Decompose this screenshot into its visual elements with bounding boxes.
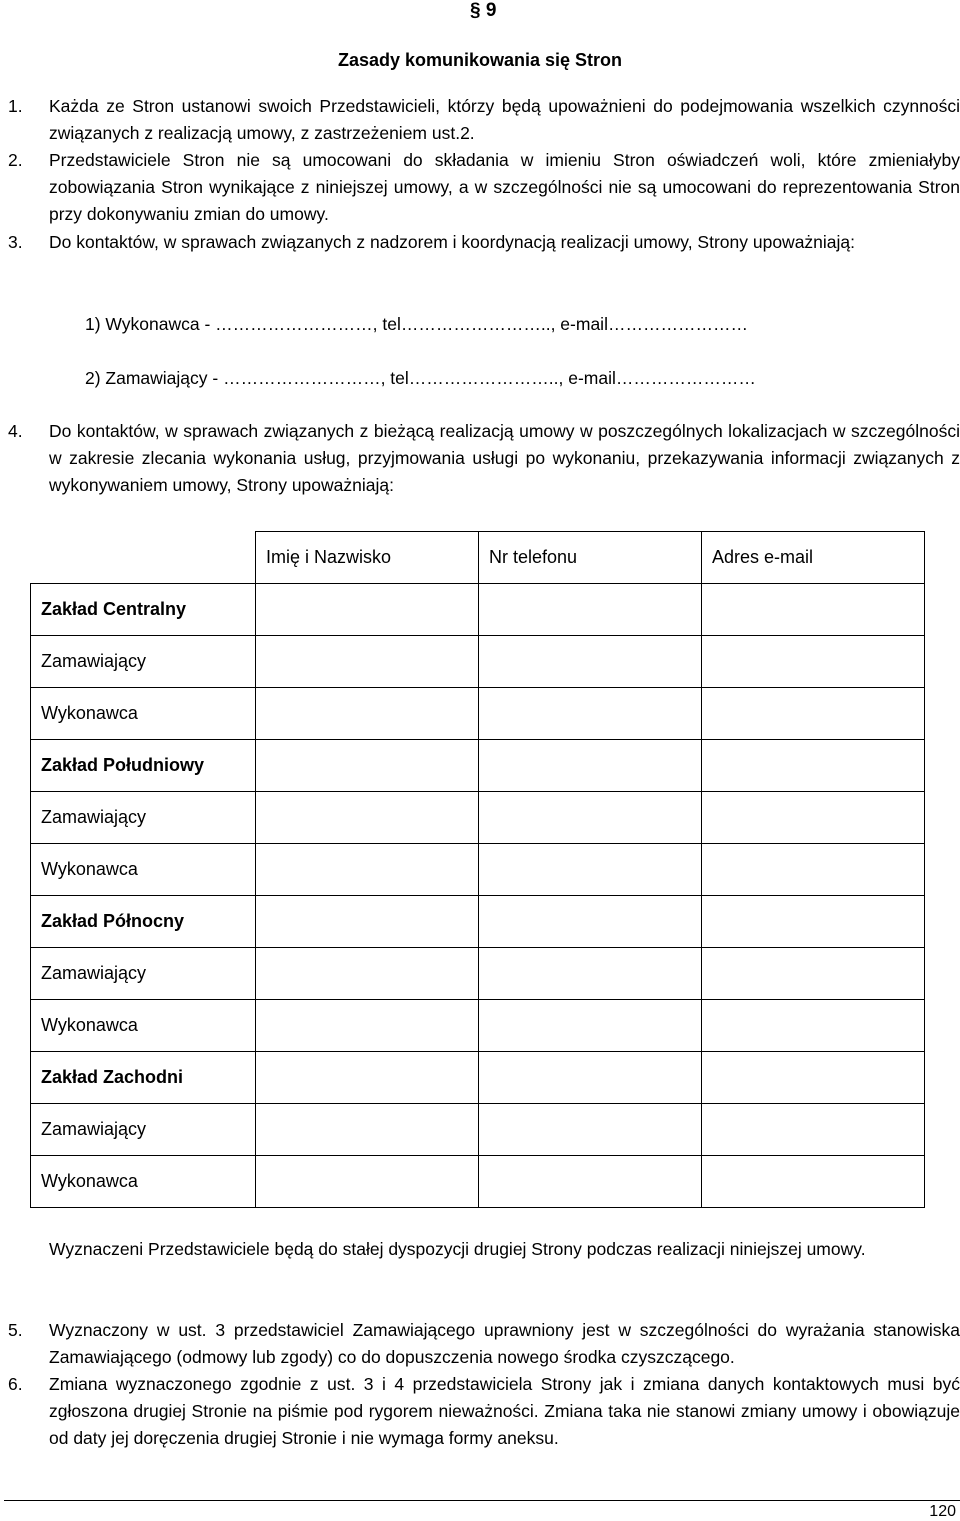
row-label: Zakład Zachodni	[31, 1052, 256, 1104]
row-label: Zamawiający	[31, 1104, 256, 1156]
page-number: 120	[929, 1503, 956, 1520]
name-cell[interactable]	[256, 1052, 479, 1104]
header-email: Adres e-mail	[702, 532, 925, 584]
table-row	[31, 1000, 925, 1052]
email-cell[interactable]	[702, 896, 925, 948]
clause-5	[8, 1317, 960, 1371]
table-row	[31, 688, 925, 740]
name-cell[interactable]	[256, 792, 479, 844]
clause-2	[8, 147, 960, 228]
name-cell[interactable]	[256, 740, 479, 792]
row-label: Wykonawca	[31, 1000, 256, 1052]
table-row	[31, 792, 925, 844]
phone-cell[interactable]	[479, 792, 702, 844]
table-row	[31, 948, 925, 1000]
contact-line-zamawiajacy: 2) Zamawiający - ………………………, tel…………………….., e-mail……………………	[85, 368, 756, 388]
phone-cell[interactable]	[479, 896, 702, 948]
phone-cell[interactable]	[479, 1104, 702, 1156]
section-title: Zasady komunikowania się Stron	[337, 50, 623, 70]
row-label: Wykonawca	[31, 1156, 256, 1208]
clause-number: 1.	[8, 96, 23, 116]
clause-number: 2.	[8, 150, 23, 170]
row-label: Zakład Południowy	[31, 740, 256, 792]
row-label: Wykonawca	[31, 844, 256, 896]
clause-number: 3.	[8, 232, 23, 252]
row-label: Zamawiający	[31, 792, 256, 844]
phone-cell[interactable]	[479, 1000, 702, 1052]
phone-cell[interactable]	[479, 688, 702, 740]
row-label: Wykonawca	[31, 688, 256, 740]
contacts-table	[30, 531, 925, 1208]
clause-number: 6.	[8, 1374, 23, 1394]
row-label: Zamawiający	[31, 636, 256, 688]
table-row	[31, 896, 925, 948]
clause-6	[8, 1371, 960, 1452]
phone-cell[interactable]	[479, 636, 702, 688]
email-cell[interactable]	[702, 1104, 925, 1156]
clause-text: Do kontaktów, w sprawach związanych z bieżącą realizacją umowy w poszczególnych lokalizacjach w szczególności w zakresie zlecania wykonania usług, przyjmowania usługi po wykonaniu, przekazywania informacji związanych z wykonywaniem umowy, Strony upoważniają:	[49, 421, 960, 495]
name-cell[interactable]	[256, 1000, 479, 1052]
name-cell[interactable]	[256, 1104, 479, 1156]
clause-number: 4.	[8, 421, 23, 441]
email-cell[interactable]	[702, 1156, 925, 1208]
email-cell[interactable]	[702, 1052, 925, 1104]
table-row	[31, 1104, 925, 1156]
clause-text: Do kontaktów, w sprawach związanych z nadzorem i koordynacją realizacji umowy, Strony upoważniają:	[49, 232, 856, 252]
row-label: Zakład Centralny	[31, 584, 256, 636]
phone-cell[interactable]	[479, 740, 702, 792]
clause-number: 5.	[8, 1320, 23, 1340]
row-label: Zamawiający	[31, 948, 256, 1000]
email-cell[interactable]	[702, 792, 925, 844]
phone-cell[interactable]	[479, 948, 702, 1000]
table-row	[31, 584, 925, 636]
name-cell[interactable]	[256, 688, 479, 740]
table-row	[31, 844, 925, 896]
clause-text: Wyznaczony w ust. 3 przedstawiciel Zamawiającego uprawniony jest w szczególności do wyrażania stanowiska Zamawiającego (odmowy lub zgody) co do dopuszczenia nowego środka czyszczącego.	[49, 1320, 960, 1367]
email-cell[interactable]	[702, 1000, 925, 1052]
name-cell[interactable]	[256, 1156, 479, 1208]
section-number: § 9	[470, 0, 497, 21]
email-cell[interactable]	[702, 688, 925, 740]
email-cell[interactable]	[702, 740, 925, 792]
clause-3	[8, 229, 960, 256]
footer-rule	[4, 1500, 960, 1501]
phone-cell[interactable]	[479, 844, 702, 896]
clause-text: Przedstawiciele Stron nie są umocowani do składania w imieniu Stron oświadczeń woli, które zmieniałyby zobowiązania Stron wynikające z niniejszej umowy, a w szczególności nie są umocowani do reprezentowania Stron przy dokonywaniu zmian do umowy.	[49, 150, 960, 224]
representatives-note: Wyznaczeni Przedstawiciele będą do stałej dyspozycji drugiej Strony podczas realizacji niniejszej umowy.	[49, 1239, 866, 1259]
header-name: Imię i Nazwisko	[256, 532, 479, 584]
table-header-row	[31, 532, 925, 584]
clause-text: Każda ze Stron ustanowi swoich Przedstawicieli, którzy będą upoważnieni do podejmowania wszelkich czynności związanych z realizacją umowy, z zastrzeżeniem ust.2.	[49, 96, 960, 143]
phone-cell[interactable]	[479, 1156, 702, 1208]
table-row	[31, 740, 925, 792]
empty-corner-cell	[31, 532, 256, 584]
clause-1	[8, 93, 960, 147]
email-cell[interactable]	[702, 844, 925, 896]
name-cell[interactable]	[256, 844, 479, 896]
table-row	[31, 1156, 925, 1208]
phone-cell[interactable]	[479, 1052, 702, 1104]
email-cell[interactable]	[702, 584, 925, 636]
name-cell[interactable]	[256, 948, 479, 1000]
contact-line-wykonawca: 1) Wykonawca - ………………………, tel…………………….., e-mail……………………	[85, 314, 748, 334]
email-cell[interactable]	[702, 948, 925, 1000]
table-row	[31, 636, 925, 688]
name-cell[interactable]	[256, 636, 479, 688]
table-row	[31, 1052, 925, 1104]
clause-text: Zmiana wyznaczonego zgodnie z ust. 3 i 4 przedstawiciela Strony jak i zmiana danych kontaktowych musi być zgłoszona drugiej Stronie na piśmie pod rygorem nieważności. Zmiana taka nie stanowi zmiany umowy i obowiązuje od daty jej doręczenia drugiej Stronie i nie wymaga formy aneksu.	[49, 1374, 960, 1448]
email-cell[interactable]	[702, 636, 925, 688]
name-cell[interactable]	[256, 584, 479, 636]
phone-cell[interactable]	[479, 584, 702, 636]
clause-4	[8, 418, 960, 499]
row-label: Zakład Północny	[31, 896, 256, 948]
name-cell[interactable]	[256, 896, 479, 948]
header-phone: Nr telefonu	[479, 532, 702, 584]
